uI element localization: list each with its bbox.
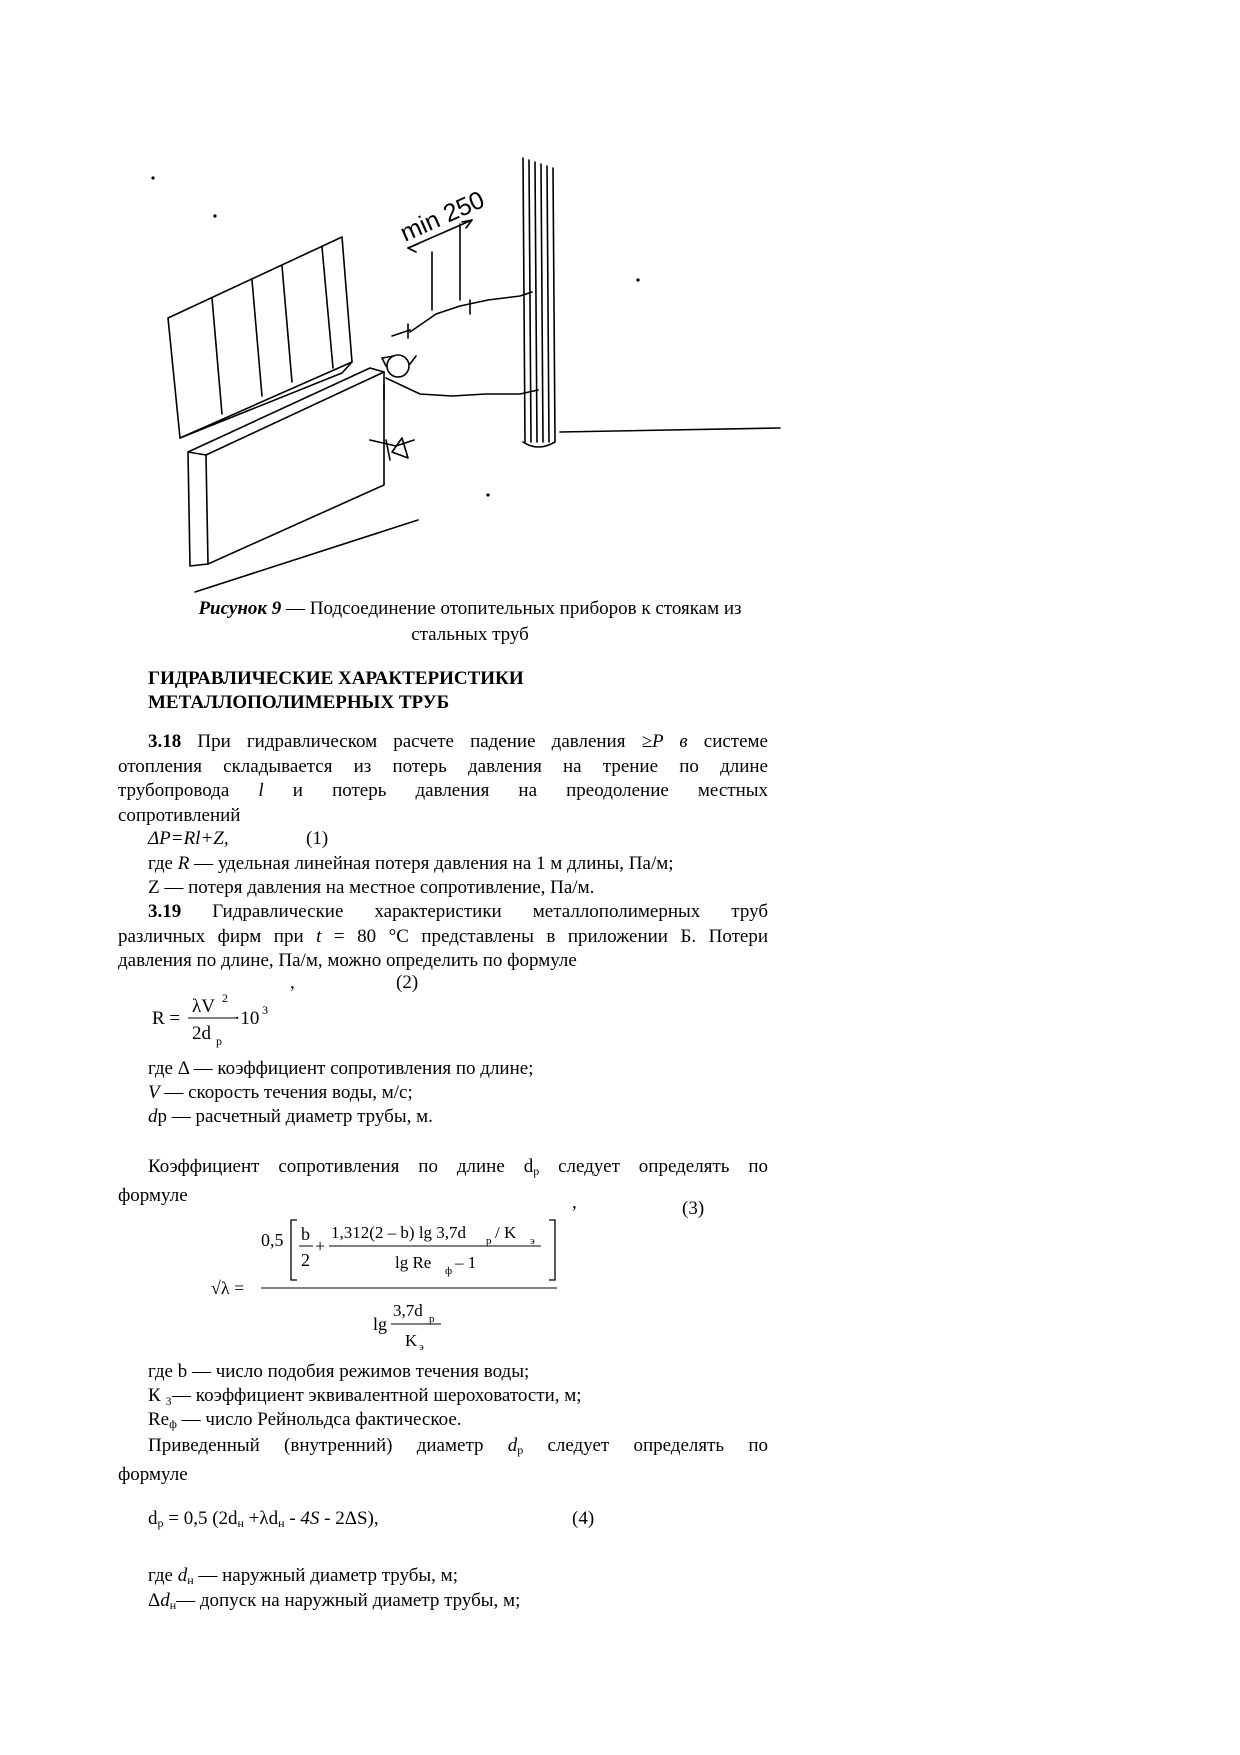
symbol: d (177, 1565, 188, 1586)
text: где (148, 1565, 178, 1586)
text: Приведенный (внутренний) диаметр (148, 1435, 508, 1456)
eq3-big-numerator: 1,312(2 – b) lg 3,7d (331, 1223, 467, 1242)
definition-dp (148, 1106, 433, 1128)
eq3-lg: lg (373, 1314, 388, 1334)
text: - (284, 1508, 301, 1529)
equation-2 (140, 988, 300, 1052)
eq3-big-numerator-tail: / K (495, 1223, 517, 1242)
text: — скорость течения воды, м/с; (159, 1082, 413, 1103)
eq2-denominator: 2d (192, 1023, 211, 1044)
paragraph-diameter (118, 1434, 768, 1487)
definition-lambda: где Δ — коэффициент сопротивления по длине; (148, 1058, 534, 1079)
eq3-plus: + (315, 1236, 326, 1256)
subscript: н (169, 1598, 177, 1612)
equation-2-number: (2) (396, 972, 419, 993)
symbol: V (148, 1082, 160, 1103)
definition-z: Z — потеря давления на местное сопротивление, Па/м. (148, 877, 595, 898)
eq2-numerator-exponent: 2 (222, 991, 228, 1005)
heading-line-1: ГИДРАВЛИЧЕСКИЕ ХАРАКТЕРИСТИКИ (148, 668, 524, 689)
text-line: формуле (118, 1463, 188, 1485)
equation-3-comma: , (572, 1192, 577, 1213)
definition-b: где b — число подобия режимов течения воды; (148, 1361, 530, 1382)
caption-text-2: стальных труб (411, 624, 529, 645)
text: — допуск на наружный диаметр трубы, м; (176, 1590, 521, 1611)
subscript: р (157, 1516, 164, 1530)
equation-1 (148, 828, 229, 850)
definition-v (148, 1082, 413, 1104)
eq3-right-bracket (549, 1220, 555, 1280)
text: = 0,5 (2d (163, 1508, 238, 1529)
symbol: ≥P в (641, 731, 688, 752)
subscript: ф (169, 1417, 177, 1431)
definition-re (148, 1409, 462, 1432)
subscript: н (237, 1516, 244, 1530)
definition-k: К ₃— коэффициент эквивалентной шероховатости, м; (148, 1385, 582, 1406)
eq2-multiplier: ·10 (234, 1008, 260, 1029)
caption-text: — Подсоединение отопительных приборов к стоякам из (281, 598, 742, 619)
symbol: d (160, 1590, 170, 1611)
eq3-big-numerator-sub: p (486, 1235, 492, 1247)
definition-delta-dn (148, 1590, 520, 1613)
heading-line-2: МЕТАЛЛОПОЛИМЕРНЫХ ТРУБ (148, 692, 450, 713)
text: следует определять по (523, 1435, 768, 1456)
symbol: t (316, 925, 322, 947)
dimension-label: min 250 (396, 185, 489, 248)
eq3-low-denominator: K (405, 1331, 418, 1350)
eq2-lhs: R = (152, 1008, 181, 1029)
text: трубопровода (118, 780, 259, 801)
eq2-multiplier-exponent: 3 (262, 1003, 268, 1017)
clause-number: 3.18 (148, 731, 182, 752)
eq3-big-denominator-sub: ф (445, 1265, 453, 1277)
paragraph-3-18 (118, 730, 768, 828)
formula: ΔP=Rl+Z, (148, 828, 229, 849)
definition-r (148, 853, 674, 875)
text: системе (687, 731, 768, 752)
symbol: l (258, 780, 264, 801)
subscript: н (187, 1573, 194, 1587)
eq3-big-numerator-tail-sub: э (530, 1235, 535, 1247)
text-line: сопротивлений (118, 804, 241, 826)
eq3-coefficient: 0,5 (261, 1230, 284, 1250)
eq3-big-denominator: lg Re (395, 1253, 432, 1272)
paragraph-3-19 (118, 900, 768, 974)
eq3-lhs: √λ = (211, 1278, 245, 1298)
text: При гидравлическом расчете падение давления (181, 731, 642, 752)
equation-4 (148, 1508, 379, 1531)
eq2-denominator-subscript: p (216, 1034, 222, 1048)
text: Коэффициент сопротивления по длине d (148, 1156, 534, 1177)
subscript: р (533, 1164, 540, 1178)
text-line: отопления складывается из потерь давления на трение по длине (118, 755, 768, 777)
paragraph-coefficient (118, 1155, 768, 1208)
text: +λd (243, 1508, 279, 1529)
text: Гидравлические характеристики металлополимерных труб (181, 901, 768, 922)
equation-4-number: (4) (572, 1508, 595, 1529)
text: — число Рейнольдса фактическое. (176, 1409, 462, 1430)
eq3-left-bracket (291, 1220, 297, 1280)
eq2-numerator: λV (192, 996, 215, 1017)
definition-dn (148, 1565, 458, 1588)
symbol: d (507, 1435, 518, 1456)
text: — наружный диаметр трубы, м; (193, 1565, 458, 1586)
text-line: давления по длине, Па/м, можно определить по формуле (118, 950, 577, 971)
symbol: Re (148, 1409, 170, 1430)
equation-3-number: (3) (682, 1198, 705, 1219)
text: р — расчетный диаметр трубы, м. (157, 1106, 433, 1127)
eq3-big-denominator-tail: – 1 (455, 1253, 477, 1272)
subscript: р (517, 1443, 524, 1457)
symbol: 4S (300, 1508, 320, 1529)
symbol: R (177, 853, 190, 874)
caption-label: Рисунок 9 (198, 598, 282, 619)
eq3-low-numerator: 3,7d (393, 1301, 423, 1320)
text-line: формуле (118, 1184, 188, 1206)
subscript: н (278, 1516, 285, 1530)
text: где (148, 853, 178, 874)
text: - 2ΔS), (319, 1508, 379, 1529)
figure-caption (150, 596, 790, 648)
radiator-connection-figure (150, 148, 790, 608)
eq3-two: 2 (301, 1250, 310, 1270)
symbol: d (148, 1106, 158, 1127)
equation-1-number: (1) (306, 828, 329, 849)
eq3-b: b (301, 1224, 310, 1244)
text: различных фирм при (118, 925, 317, 947)
text: следует определять по (539, 1156, 768, 1177)
text: = 80 °С представлены в приложении Б. Потери (321, 925, 768, 947)
text: d (148, 1508, 158, 1529)
clause-number: 3.19 (148, 901, 182, 922)
eq3-low-numerator-sub: p (429, 1313, 435, 1325)
section-heading (148, 667, 524, 715)
text: Δ (148, 1590, 161, 1611)
eq3-low-denominator-sub: э (419, 1341, 424, 1352)
equation-2-comma: , (290, 972, 295, 993)
text: и потерь давления на преодоление местных (263, 780, 769, 801)
equation-3 (205, 1212, 575, 1352)
text: — удельная линейная потеря давления на 1 м длины, Па/м; (189, 853, 674, 874)
